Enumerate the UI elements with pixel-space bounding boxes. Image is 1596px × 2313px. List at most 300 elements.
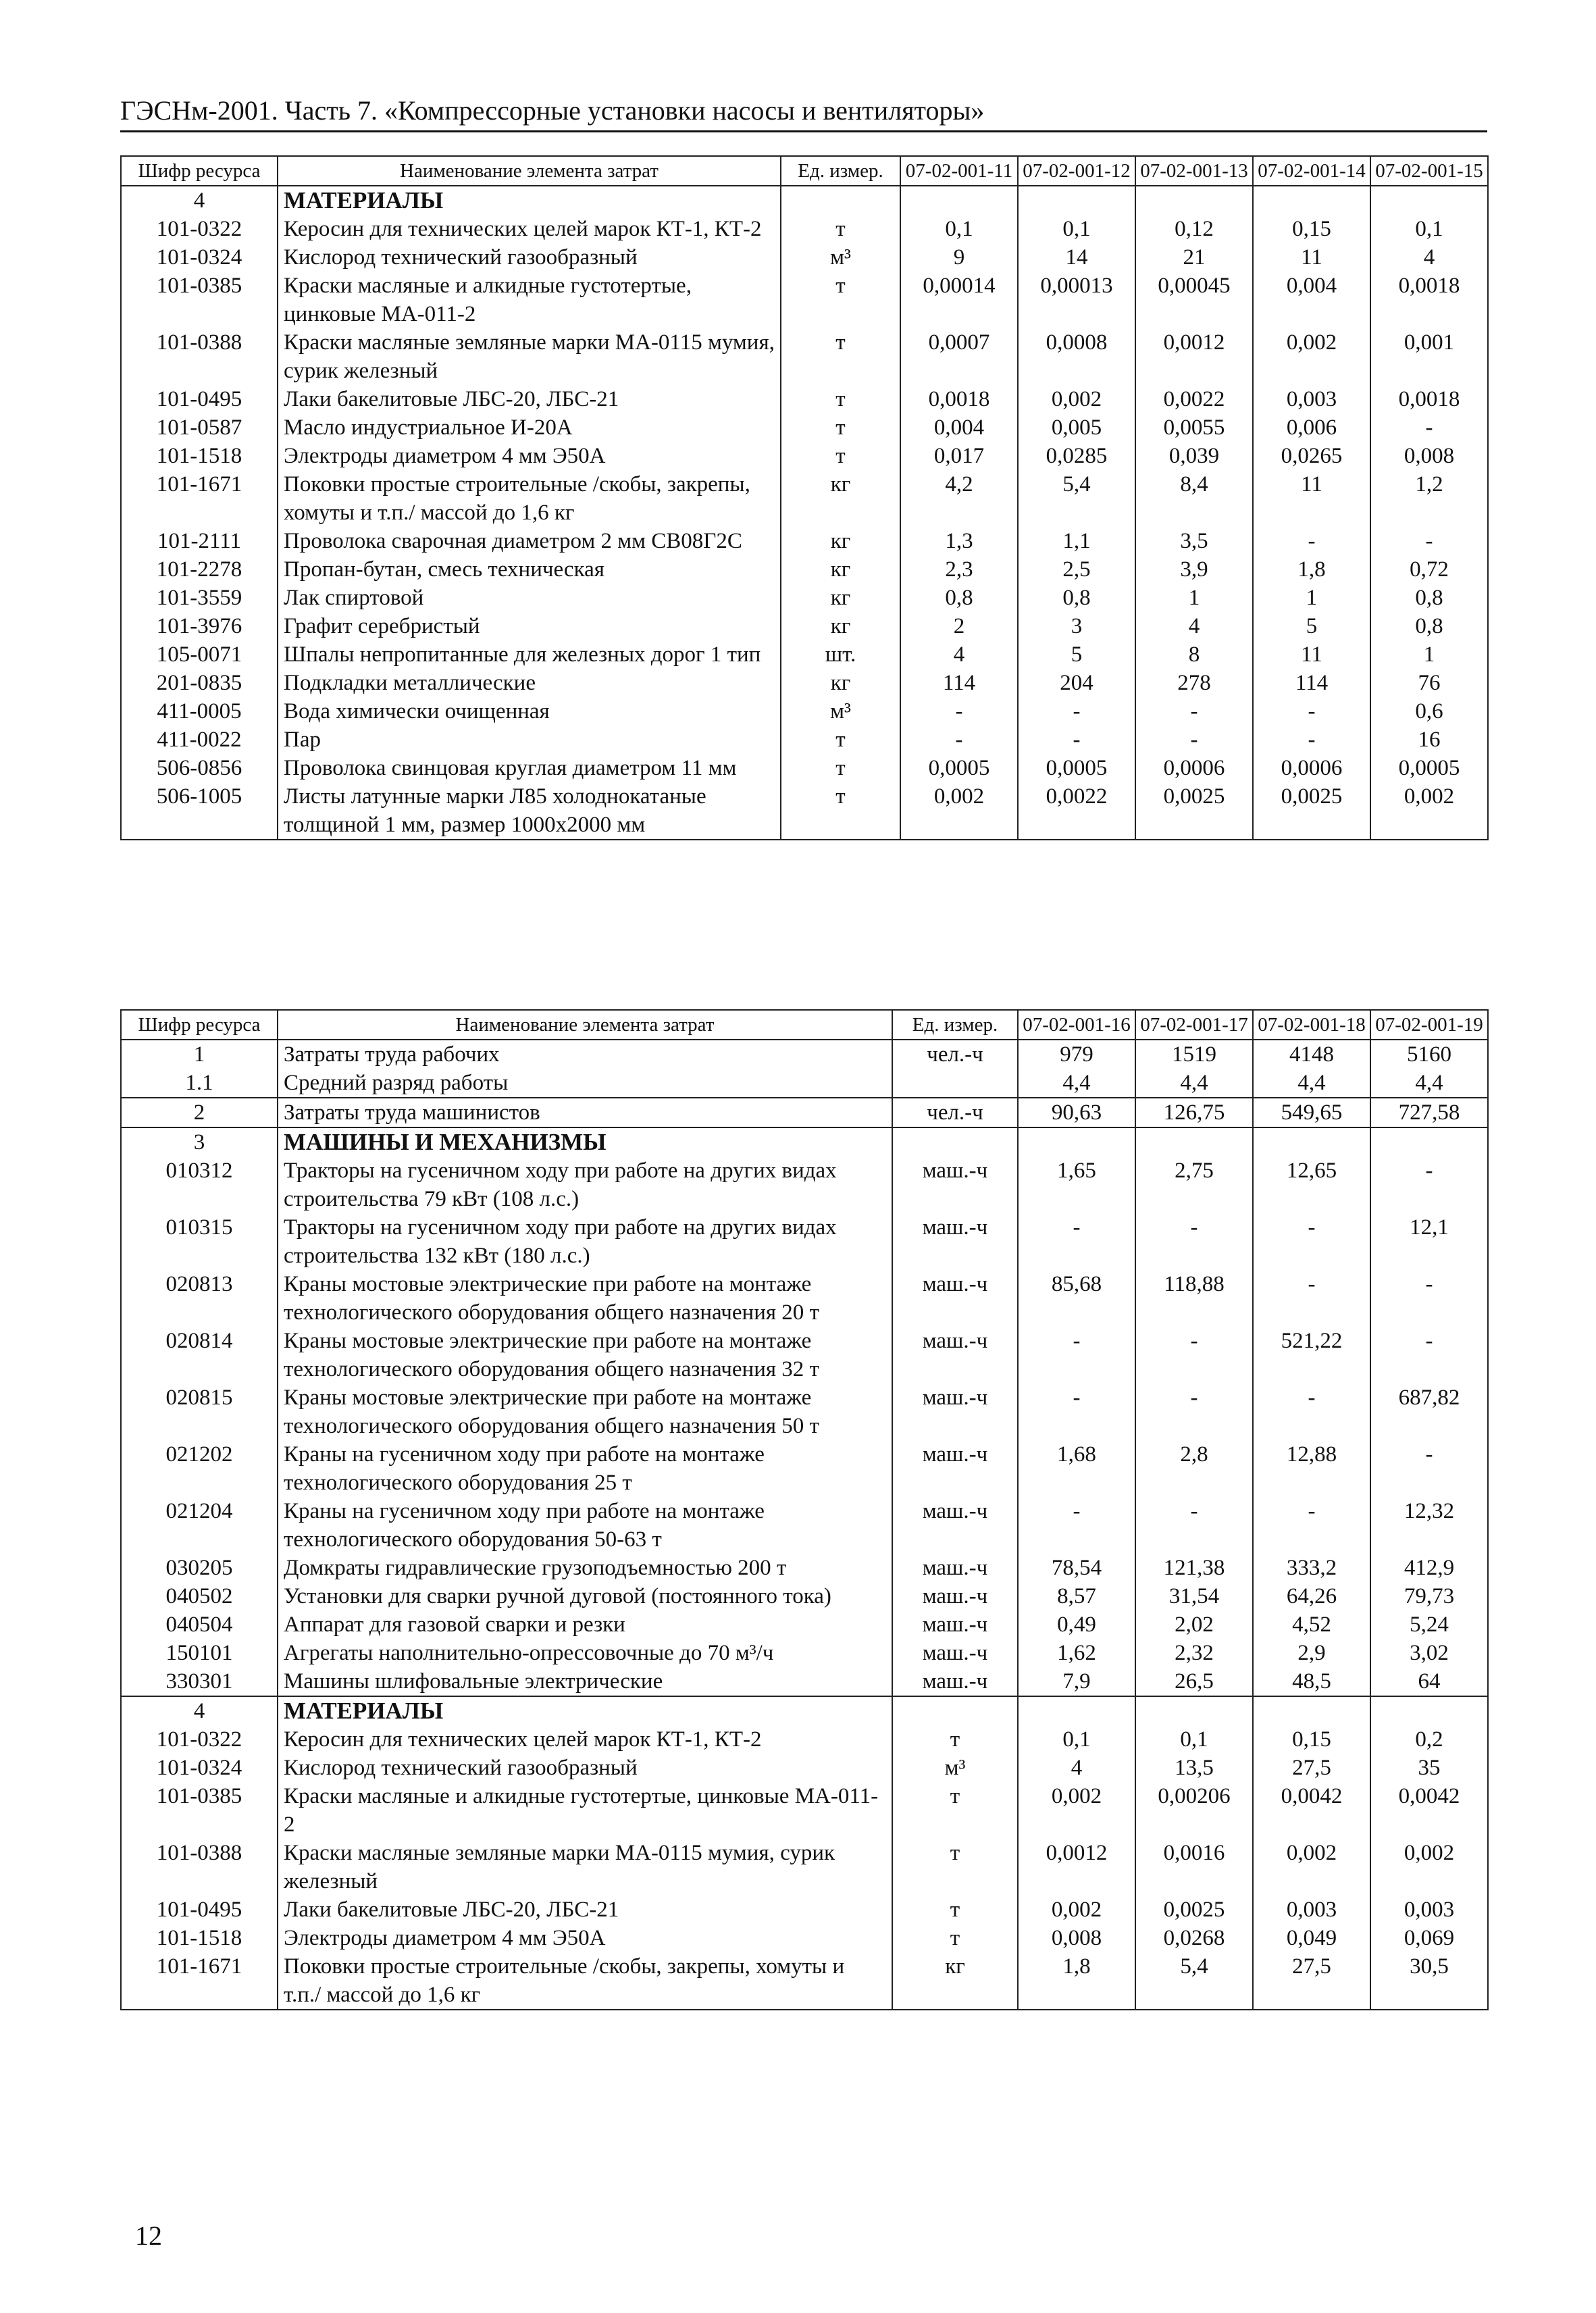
value-cell: 0,00014	[900, 272, 1018, 328]
value-cell: 0,1	[1018, 1725, 1135, 1754]
resource-name: Машины шлифовальные электрические	[278, 1667, 892, 1696]
resource-code: 101-0388	[121, 328, 278, 385]
table-row	[121, 1270, 1488, 1327]
table-row	[121, 1582, 1488, 1610]
unit-cell: т	[892, 1839, 1018, 1896]
resource-code: 150101	[121, 1639, 278, 1667]
value-cell: -	[1370, 1156, 1488, 1213]
value-cell: -	[1370, 1327, 1488, 1383]
value-cell: 979	[1018, 1040, 1135, 1069]
table-row	[121, 470, 1488, 527]
resource-name: Подкладки металлические	[278, 669, 781, 697]
section-row	[121, 1696, 1488, 1725]
resource-code: 506-1005	[121, 782, 278, 840]
value-cell	[1370, 186, 1488, 215]
value-cell: 79,73	[1370, 1582, 1488, 1610]
value-cell: 0,002	[900, 782, 1018, 840]
resource-code: 101-0324	[121, 1754, 278, 1782]
resource-code: 101-1518	[121, 442, 278, 470]
value-cell: 0,0268	[1135, 1924, 1253, 1952]
unit-cell: т	[781, 782, 900, 840]
resource-name: Проволока сварочная диаметром 2 мм СВ08Г2С	[278, 527, 781, 555]
value-cell: 0,0008	[1018, 328, 1135, 385]
resource-name: МАТЕРИАЛЫ	[278, 186, 781, 215]
value-cell: 0,002	[1018, 1896, 1135, 1924]
value-cell: 0,008	[1370, 442, 1488, 470]
value-cell: 687,82	[1370, 1383, 1488, 1440]
unit-cell: т	[781, 413, 900, 442]
resource-name: Поковки простые строительные /скобы, закрепы, хомуты и т.п./ массой до 1,6 кг	[278, 1952, 892, 2010]
resource-code: 101-2111	[121, 527, 278, 555]
value-cell: 126,75	[1135, 1098, 1253, 1127]
value-cell: 3,9	[1135, 555, 1253, 584]
table-row	[121, 1213, 1488, 1270]
value-cell: 0,49	[1018, 1610, 1135, 1639]
value-cell: 4,4	[1253, 1069, 1370, 1098]
value-cell: 35	[1370, 1754, 1488, 1782]
resource-code: 101-1671	[121, 1952, 278, 2010]
value-cell: -	[1018, 1383, 1135, 1440]
unit-cell: маш.-ч	[892, 1213, 1018, 1270]
header-col: 07-02-001-11	[900, 156, 1018, 186]
resource-name: Краны мостовые электрические при работе на монтаже технологического оборудования общего назначения 20 т	[278, 1270, 892, 1327]
resource-code: 020813	[121, 1270, 278, 1327]
value-cell	[1370, 1127, 1488, 1156]
header-col: 07-02-001-13	[1135, 156, 1253, 186]
value-cell: 1,65	[1018, 1156, 1135, 1213]
value-cell: -	[1370, 413, 1488, 442]
value-cell: 4148	[1253, 1040, 1370, 1069]
table-row	[121, 555, 1488, 584]
resource-code: 040504	[121, 1610, 278, 1639]
resource-name: Краски масляные земляные марки МА-0115 мумия, сурик железный	[278, 328, 781, 385]
resource-name: Краны на гусеничном ходу при работе на монтаже технологического оборудования 25 т	[278, 1440, 892, 1497]
value-cell: 0,003	[1253, 385, 1370, 413]
resource-code: 101-0495	[121, 385, 278, 413]
unit-cell: маш.-ч	[892, 1639, 1018, 1667]
value-cell: 0,6	[1370, 697, 1488, 726]
value-cell	[1135, 186, 1253, 215]
value-cell: 0,0018	[1370, 385, 1488, 413]
value-cell	[1135, 1696, 1253, 1725]
value-cell: 27,5	[1253, 1754, 1370, 1782]
value-cell: 1	[1370, 640, 1488, 669]
value-cell: 11	[1253, 640, 1370, 669]
value-cell: 0,002	[1370, 782, 1488, 840]
value-cell: 0,0018	[900, 385, 1018, 413]
value-cell: 8	[1135, 640, 1253, 669]
value-cell: 1,62	[1018, 1639, 1135, 1667]
value-cell: -	[1253, 726, 1370, 754]
value-cell: 2,02	[1135, 1610, 1253, 1639]
value-cell: 0,0005	[900, 754, 1018, 782]
value-cell: 0,069	[1370, 1924, 1488, 1952]
value-cell: 0,006	[1253, 413, 1370, 442]
value-cell: 0,00045	[1135, 272, 1253, 328]
resource-code: 330301	[121, 1667, 278, 1696]
section-row	[121, 186, 1488, 215]
value-cell: 3	[1018, 612, 1135, 640]
table-row	[121, 1782, 1488, 1839]
resource-code: 101-0385	[121, 272, 278, 328]
table-row	[121, 1839, 1488, 1896]
value-cell: -	[1370, 1270, 1488, 1327]
resource-name: Краски масляные и алкидные густотертые, цинковые МА-011-2	[278, 1782, 892, 1839]
value-cell: 64,26	[1253, 1582, 1370, 1610]
value-cell: -	[900, 726, 1018, 754]
resource-name: Пар	[278, 726, 781, 754]
value-cell: 0,8	[1370, 584, 1488, 612]
value-cell	[1253, 1696, 1370, 1725]
value-cell: 11	[1253, 243, 1370, 272]
table-row	[121, 1667, 1488, 1696]
value-cell: 0,1	[900, 215, 1018, 243]
resource-name: Затраты труда машинистов	[278, 1098, 892, 1127]
value-cell: 1,68	[1018, 1440, 1135, 1497]
value-cell: 0,0005	[1018, 754, 1135, 782]
value-cell: 1,8	[1253, 555, 1370, 584]
value-cell	[1253, 186, 1370, 215]
value-cell: 1,8	[1018, 1952, 1135, 2010]
value-cell: 0,002	[1018, 1782, 1135, 1839]
value-cell: 21	[1135, 243, 1253, 272]
resource-name: Керосин для технических целей марок КТ-1, КТ-2	[278, 215, 781, 243]
resource-name: Краски масляные земляные марки МА-0115 мумия, сурик железный	[278, 1839, 892, 1896]
value-cell: 4,4	[1135, 1069, 1253, 1098]
value-cell: 0,8	[1370, 612, 1488, 640]
value-cell: 12,88	[1253, 1440, 1370, 1497]
value-cell: 4,52	[1253, 1610, 1370, 1639]
value-cell: -	[1253, 1213, 1370, 1270]
table-row	[121, 612, 1488, 640]
value-cell: 5,4	[1135, 1952, 1253, 2010]
header-col: 07-02-001-17	[1135, 1010, 1253, 1040]
table-row	[121, 1924, 1488, 1952]
unit-cell: маш.-ч	[892, 1667, 1018, 1696]
value-cell	[1135, 1127, 1253, 1156]
resource-name: Шпалы непропитанные для железных дорог 1 тип	[278, 640, 781, 669]
header-name: Наименование элемента затрат	[278, 1010, 892, 1040]
resource-name: Листы латунные марки Л85 холоднокатаные толщиной 1 мм, размер 1000х2000 мм	[278, 782, 781, 840]
unit-cell: т	[781, 726, 900, 754]
value-cell: -	[1370, 527, 1488, 555]
unit-cell: маш.-ч	[892, 1440, 1018, 1497]
value-cell: 26,5	[1135, 1667, 1253, 1696]
value-cell	[900, 186, 1018, 215]
value-cell: -	[1253, 527, 1370, 555]
resource-name: Кислород технический газообразный	[278, 243, 781, 272]
resource-name: Краны мостовые электрические при работе на монтаже технологического оборудования общего назначения 32 т	[278, 1327, 892, 1383]
resource-name: Электроды диаметром 4 мм Э50А	[278, 1924, 892, 1952]
resource-code: 101-0324	[121, 243, 278, 272]
value-cell: -	[900, 697, 1018, 726]
page-header: ГЭСНм-2001. Часть 7. «Компрессорные установки насосы и вентиляторы»	[120, 95, 1487, 132]
value-cell: 4	[1135, 612, 1253, 640]
table-row	[121, 1069, 1488, 1098]
value-cell: 0,0025	[1253, 782, 1370, 840]
value-cell: 48,5	[1253, 1667, 1370, 1696]
value-cell: 12,32	[1370, 1497, 1488, 1554]
value-cell: 0,0022	[1018, 782, 1135, 840]
value-cell: 1,1	[1018, 527, 1135, 555]
unit-cell: кг	[781, 584, 900, 612]
resource-code: 030205	[121, 1554, 278, 1582]
value-cell: 0,003	[1253, 1896, 1370, 1924]
unit-cell: маш.-ч	[892, 1610, 1018, 1639]
value-cell: 0,017	[900, 442, 1018, 470]
value-cell: -	[1135, 1497, 1253, 1554]
resource-code: 506-0856	[121, 754, 278, 782]
value-cell: 0,0055	[1135, 413, 1253, 442]
unit-cell: т	[892, 1924, 1018, 1952]
value-cell: 0,0022	[1135, 385, 1253, 413]
value-cell: -	[1370, 1440, 1488, 1497]
value-cell: 4	[1370, 243, 1488, 272]
value-cell: 0,0025	[1135, 1896, 1253, 1924]
value-cell: 0,0285	[1018, 442, 1135, 470]
value-cell: 12,1	[1370, 1213, 1488, 1270]
resource-name: Проволока свинцовая круглая диаметром 11 мм	[278, 754, 781, 782]
value-cell: -	[1018, 1213, 1135, 1270]
unit-cell	[892, 1696, 1018, 1725]
unit-cell: шт.	[781, 640, 900, 669]
table-row	[121, 782, 1488, 840]
table-row	[121, 442, 1488, 470]
header-name: Наименование элемента затрат	[278, 156, 781, 186]
value-cell: 31,54	[1135, 1582, 1253, 1610]
header-col: 07-02-001-14	[1253, 156, 1370, 186]
table-row	[121, 1327, 1488, 1383]
value-cell: 0,00013	[1018, 272, 1135, 328]
value-cell: 1,3	[900, 527, 1018, 555]
value-cell: 3,5	[1135, 527, 1253, 555]
value-cell: 2	[900, 612, 1018, 640]
table-row	[121, 1497, 1488, 1554]
value-cell: 0,1	[1370, 215, 1488, 243]
value-cell: 0,002	[1253, 328, 1370, 385]
resource-name: Краски масляные и алкидные густотертые, цинковые МА-011-2	[278, 272, 781, 328]
value-cell: 4,2	[900, 470, 1018, 527]
value-cell: 0,0006	[1135, 754, 1253, 782]
value-cell: 0,0007	[900, 328, 1018, 385]
resource-code: 4	[121, 186, 278, 215]
value-cell: 2,32	[1135, 1639, 1253, 1667]
unit-cell: чел.-ч	[892, 1040, 1018, 1069]
resource-code: 010312	[121, 1156, 278, 1213]
unit-cell: т	[781, 328, 900, 385]
value-cell: 8,57	[1018, 1582, 1135, 1610]
table-row	[121, 1610, 1488, 1639]
unit-cell: кг	[781, 527, 900, 555]
resource-name: Тракторы на гусеничном ходу при работе на других видах строительства 79 кВт (108 л.с.)	[278, 1156, 892, 1213]
value-cell: 1519	[1135, 1040, 1253, 1069]
value-cell: 0,0016	[1135, 1839, 1253, 1896]
unit-cell: маш.-ч	[892, 1554, 1018, 1582]
resource-code: 105-0071	[121, 640, 278, 669]
value-cell: 549,65	[1253, 1098, 1370, 1127]
value-cell: 1	[1253, 584, 1370, 612]
value-cell: 1	[1135, 584, 1253, 612]
value-cell: 121,38	[1135, 1554, 1253, 1582]
value-cell: 0,008	[1018, 1924, 1135, 1952]
header-unit: Ед. измер.	[781, 156, 900, 186]
value-cell	[1018, 1127, 1135, 1156]
table-row	[121, 1554, 1488, 1582]
value-cell: 27,5	[1253, 1952, 1370, 2010]
value-cell: 0,005	[1018, 413, 1135, 442]
value-cell: 0,0265	[1253, 442, 1370, 470]
value-cell: 727,58	[1370, 1098, 1488, 1127]
unit-cell: т	[892, 1896, 1018, 1924]
value-cell: 118,88	[1135, 1270, 1253, 1327]
table-row	[121, 272, 1488, 328]
unit-cell: кг	[781, 555, 900, 584]
resource-code: 101-0495	[121, 1896, 278, 1924]
table-row	[121, 697, 1488, 726]
resource-name: Пропан-бутан, смесь техническая	[278, 555, 781, 584]
unit-cell: м³	[781, 697, 900, 726]
header-code: Шифр ресурса	[121, 156, 278, 186]
resource-table-2	[120, 1009, 1489, 2010]
value-cell: 0,2	[1370, 1725, 1488, 1754]
resource-code: 101-2278	[121, 555, 278, 584]
value-cell: 0,004	[1253, 272, 1370, 328]
header-unit: Ед. измер.	[892, 1010, 1018, 1040]
unit-cell: т	[781, 272, 900, 328]
resource-code: 101-0587	[121, 413, 278, 442]
resource-name: МАТЕРИАЛЫ	[278, 1696, 892, 1725]
value-cell: 5160	[1370, 1040, 1488, 1069]
value-cell: -	[1253, 1270, 1370, 1327]
table-row	[121, 584, 1488, 612]
value-cell: 4	[1018, 1754, 1135, 1782]
value-cell: -	[1253, 1383, 1370, 1440]
value-cell: 14	[1018, 243, 1135, 272]
unit-cell: т	[781, 215, 900, 243]
resource-code: 101-1518	[121, 1924, 278, 1952]
resource-name: Краны мостовые электрические при работе на монтаже технологического оборудования общего назначения 50 т	[278, 1383, 892, 1440]
value-cell: 0,1	[1018, 215, 1135, 243]
value-cell: 0,049	[1253, 1924, 1370, 1952]
value-cell: -	[1135, 1327, 1253, 1383]
table-row	[121, 1440, 1488, 1497]
unit-cell: кг	[892, 1952, 1018, 2010]
value-cell: 0,00206	[1135, 1782, 1253, 1839]
value-cell: 2,9	[1253, 1639, 1370, 1667]
value-cell: -	[1135, 697, 1253, 726]
value-cell: -	[1253, 1497, 1370, 1554]
table-row	[121, 1040, 1488, 1069]
resource-name: Установки для сварки ручной дуговой (постоянного тока)	[278, 1582, 892, 1610]
table-row	[121, 640, 1488, 669]
value-cell: 2,5	[1018, 555, 1135, 584]
resource-code: 021202	[121, 1440, 278, 1497]
value-cell: 5	[1253, 612, 1370, 640]
value-cell: 0,15	[1253, 215, 1370, 243]
value-cell: 5	[1018, 640, 1135, 669]
value-cell	[1370, 1696, 1488, 1725]
value-cell: 12,65	[1253, 1156, 1370, 1213]
value-cell: 0,0025	[1135, 782, 1253, 840]
value-cell: -	[1018, 697, 1135, 726]
value-cell: 278	[1135, 669, 1253, 697]
resource-code: 4	[121, 1696, 278, 1725]
unit-cell: кг	[781, 612, 900, 640]
table-row	[121, 1156, 1488, 1213]
unit-cell: маш.-ч	[892, 1582, 1018, 1610]
resource-name: Средний разряд работы	[278, 1069, 892, 1098]
value-cell	[1253, 1127, 1370, 1156]
value-cell: 78,54	[1018, 1554, 1135, 1582]
value-cell: -	[1135, 726, 1253, 754]
resource-code: 101-0388	[121, 1839, 278, 1896]
resource-code: 040502	[121, 1582, 278, 1610]
value-cell: 30,5	[1370, 1952, 1488, 2010]
unit-cell: маш.-ч	[892, 1327, 1018, 1383]
value-cell: 0,12	[1135, 215, 1253, 243]
resource-name: Тракторы на гусеничном ходу при работе на других видах строительства 132 кВт (180 л.с.)	[278, 1213, 892, 1270]
value-cell: 0,002	[1253, 1839, 1370, 1896]
resource-code: 411-0022	[121, 726, 278, 754]
value-cell: 0,002	[1018, 385, 1135, 413]
resource-name: Краны на гусеничном ходу при работе на монтаже технологического оборудования 50-63 т	[278, 1497, 892, 1554]
header-col: 07-02-001-15	[1370, 156, 1488, 186]
unit-cell	[781, 186, 900, 215]
unit-cell: м³	[892, 1754, 1018, 1782]
value-cell: 2,8	[1135, 1440, 1253, 1497]
value-cell: 1,2	[1370, 470, 1488, 527]
unit-cell: м³	[781, 243, 900, 272]
value-cell: 0,039	[1135, 442, 1253, 470]
resource-name: Лаки бакелитовые ЛБС-20, ЛБС-21	[278, 1896, 892, 1924]
resource-name: Агрегаты наполнительно-опрессовочные до 70 м³/ч	[278, 1639, 892, 1667]
table-row	[121, 243, 1488, 272]
value-cell: 76	[1370, 669, 1488, 697]
resource-code: 101-3559	[121, 584, 278, 612]
value-cell: 0,001	[1370, 328, 1488, 385]
value-cell: 90,63	[1018, 1098, 1135, 1127]
resource-code: 411-0005	[121, 697, 278, 726]
resource-name: Аппарат для газовой сварки и резки	[278, 1610, 892, 1639]
header-col: 07-02-001-19	[1370, 1010, 1488, 1040]
value-cell: -	[1135, 1383, 1253, 1440]
resource-name: Затраты труда рабочих	[278, 1040, 892, 1069]
table-row	[121, 1725, 1488, 1754]
value-cell: 4,4	[1370, 1069, 1488, 1098]
unit-cell: т	[781, 385, 900, 413]
value-cell: 64	[1370, 1667, 1488, 1696]
value-cell: 0,0018	[1370, 272, 1488, 328]
table-row	[121, 385, 1488, 413]
unit-cell: маш.-ч	[892, 1497, 1018, 1554]
table-row	[121, 527, 1488, 555]
table-row	[121, 726, 1488, 754]
resource-name: МАШИНЫ И МЕХАНИЗМЫ	[278, 1127, 892, 1156]
header-col: 07-02-001-18	[1253, 1010, 1370, 1040]
value-cell: 4	[900, 640, 1018, 669]
resource-code: 2	[121, 1098, 278, 1127]
header-col: 07-02-001-12	[1018, 156, 1135, 186]
value-cell: 0,0012	[1018, 1839, 1135, 1896]
value-cell: 0,0042	[1253, 1782, 1370, 1839]
table-row	[121, 1383, 1488, 1440]
resource-name: Графит серебристый	[278, 612, 781, 640]
resource-code: 1	[121, 1040, 278, 1069]
value-cell: 0,8	[900, 584, 1018, 612]
value-cell: 8,4	[1135, 470, 1253, 527]
header-code: Шифр ресурса	[121, 1010, 278, 1040]
resource-name: Поковки простые строительные /скобы, закрепы, хомуты и т.п./ массой до 1,6 кг	[278, 470, 781, 527]
